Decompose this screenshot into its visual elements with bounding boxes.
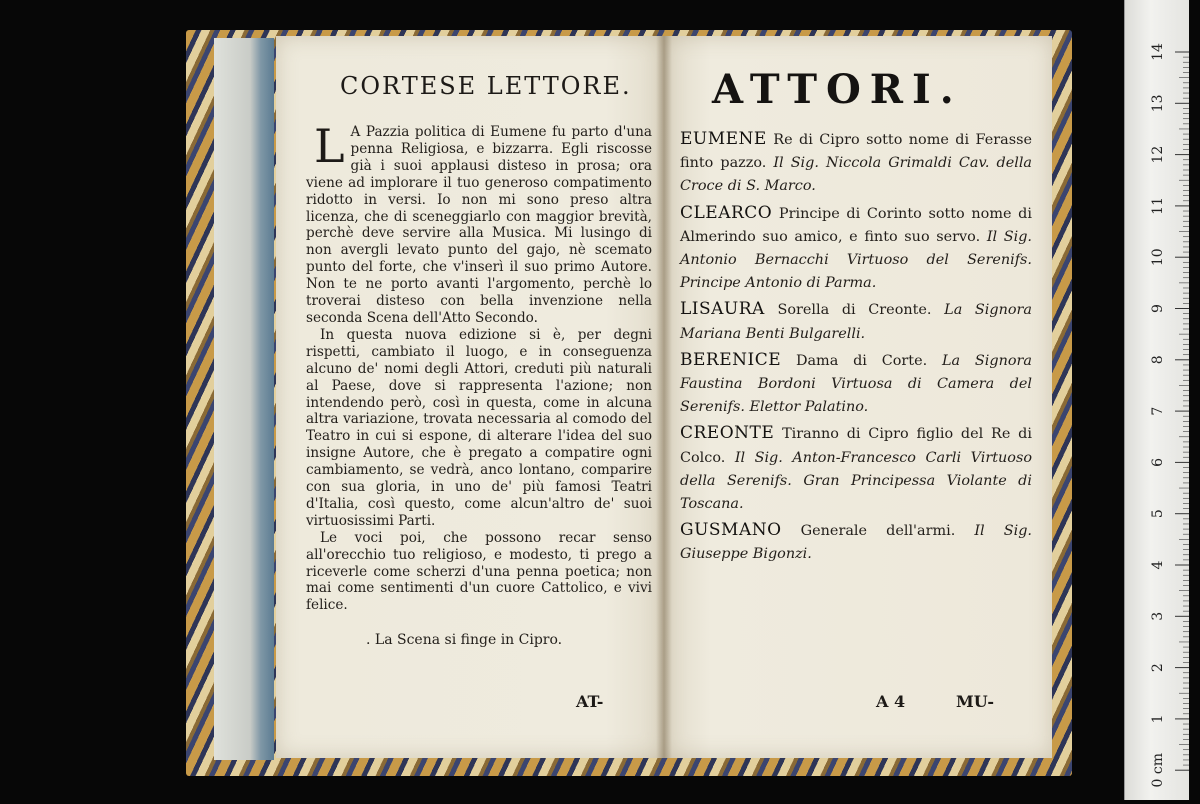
performer: Il Sig. Giuseppe Bigonzi. [680, 523, 1032, 563]
ruler-number: 14 [1150, 43, 1166, 61]
cast-entry [680, 349, 1032, 420]
character-role: Principe di Corinto sotto nome di Almerindo suo amico, e finto suo servo. [680, 205, 1032, 245]
ruler-number: 9 [1150, 304, 1166, 313]
character-name: CLEARCO [680, 202, 773, 223]
character-name: BERENICE [680, 349, 782, 370]
ruler-number: 2 [1150, 663, 1166, 673]
right-page-heading: ATTORI. [712, 66, 963, 113]
character-role: Tiranno di Cipro figlio del Re di Colco. [680, 426, 1032, 466]
cast-entry [680, 298, 1032, 345]
left-catchword: AT- [576, 692, 604, 711]
character-name: GUSMANO [680, 520, 782, 541]
preface-paragraph-2: In questa nuova edizione si è, per degni rispetti, cambiato il luogo, e in conseguenza alcuno de' nomi degli Attori, creduti più naturali al Paese, dove si rappresenta l'azione; non intendendo però, così in questa, come in alcuna altra variazione, trovata necessaria al comodo del Teatro in cui si espone, di alterare l'idea del suo insigne Autore, che è pregato a compatire ogni cambiamento, se vedrà, anco lontano, comparire con sua gloria, in uno de' più famosi Teatri d'Italia, così questo, come alcun'altro de' suoi virtuosissimi Parti. [306, 326, 652, 529]
character-role: Re di Cipro sotto nome di Ferasse finto pazzo. [680, 132, 1032, 172]
character-role: Generale dell'armi. [781, 523, 975, 540]
left-page-heading: CORTESE LETTORE. [340, 72, 632, 100]
ruler-number: 4 [1150, 560, 1166, 570]
ruler-number: 13 [1150, 94, 1166, 113]
ruler-number: 12 [1150, 145, 1166, 164]
character-name: EUMENE [680, 129, 767, 149]
character-role: Dama di Corte. [781, 352, 942, 369]
character-role: Sorella di Creonte. [764, 302, 945, 319]
performer: Il Sig. Anton-Francesco Carli Virtuoso della Serenifs. Gran Principessa Violante di Toscana. [680, 449, 1032, 513]
performer: La Signora Mariana Benti Bulgarelli. [680, 302, 1032, 342]
ruler-number: 5 [1150, 509, 1166, 519]
gutter-shadow [656, 36, 672, 758]
cast-entry [680, 202, 1032, 296]
scene-setting-line: . La Scena si finge in Cipro. [366, 632, 563, 648]
ruler-scale [1125, 0, 1189, 800]
performer: Il Sig. Antonio Bernacchi Virtuoso del Serenifs. Principe Antonio di Parma. [680, 228, 1032, 292]
ruler-number: 0 cm [1150, 752, 1166, 788]
character-name: CREONTE [680, 423, 775, 444]
preface-paragraph-1-text: A Pazzia politica di Eumene fu parto d'una penna Religiosa, e bizzarra. Egli riscosse già i suoi applausi disteso in prosa; ora viene ad implorare il tuo generoso compatimento ridotto in versi. Io non mi sono preso altra licenza, che di sceneggiarlo con maggior brevità, perchè deve servire alla Musica. Mi lusingo di non avergli levato punto del gajo, nè scemato punto del forte, che v'inserì il suo primo Autore. Non te ne porto avanti l'argomento, perchè lo troverai disteso con bella invenzione nella seconda Scena dell'Atto Secondo. [306, 124, 652, 326]
performer: La Signora Faustina Bordoni Virtuosa di Camera del Serenifs. Elettor Palatino. [680, 352, 1032, 416]
cast-entry [680, 128, 1032, 199]
cast-entry [680, 519, 1032, 566]
ruler-number: 7 [1150, 406, 1166, 416]
ruler-number: 8 [1150, 355, 1166, 365]
ruler-number: 6 [1150, 457, 1166, 467]
signature-mark: A 4 [876, 692, 906, 711]
preface-paragraph-3: Le voci poi, che possono recar senso all'orecchio tuo religioso, e modesto, ti prego a riceverle come scherzi d'una penna poetica; non mai come sentimenti d'un cuore Cattolico, e vivi felice. [306, 529, 652, 614]
right-catchword: MU- [956, 692, 995, 711]
cast-list [680, 128, 1032, 570]
drop-capital: L [314, 119, 345, 173]
ruler-number: 3 [1150, 611, 1166, 621]
character-name: LISAURA [680, 299, 765, 320]
ruler-number: 11 [1150, 196, 1166, 215]
performer: Il Sig. Niccola Grimaldi Cav. della Croce di S. Marco. [680, 155, 1032, 195]
preface-text [306, 119, 652, 614]
cast-entry [680, 422, 1032, 516]
ruler-number: 10 [1150, 248, 1166, 267]
preface-paragraph-1 [306, 119, 652, 327]
measuring-ruler [1124, 0, 1189, 800]
flyleaf [214, 38, 274, 760]
ruler-number: 1 [1150, 714, 1166, 724]
